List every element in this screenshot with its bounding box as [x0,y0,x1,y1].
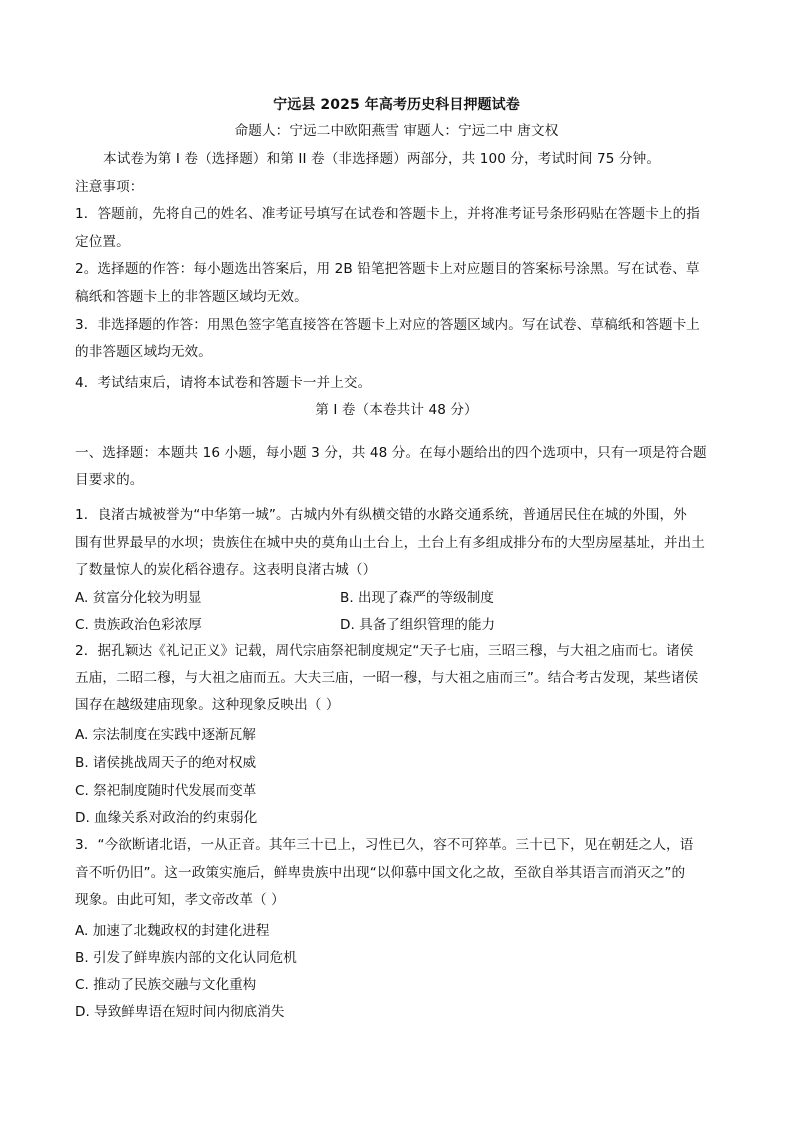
note-1-line-2: 定位置。 [75,234,130,250]
q3-option-b: B. 引发了鲜卑族内部的文化认同危机 [75,950,297,966]
note-4: 4．考试结束后，请将本试卷和答题卡一并上交。 [75,375,372,391]
exam-intro: 本试卷为第 I 卷（选择题）和第 II 卷（非选择题）两部分，共 100 分，考试时间 75 分钟。 [103,151,661,167]
q2-option-d: D. 血缘关系对政治的约束弱化 [75,810,258,826]
q3-stem-line-1: 3．“今欲断诸北语，一从正音。其年三十已上，习性已久，容不可猝革。三十已下，见在朝廷之人，语 [75,837,694,853]
q3-stem-line-3: 现象。由此可知，孝文帝改革（ ） [75,892,285,908]
q2-stem-line-3: 国存在越级建庙现象。这种现象反映出（ ） [75,697,340,713]
q3-option-d: D. 导致鲜卑语在短时间内彻底消失 [75,1004,285,1020]
exam-title: 宁远县 2025 年高考历史科目押题试卷 [273,97,520,113]
q3-option-c: C. 推动了民族交融与文化重构 [75,977,257,993]
notes-heading: 注意事项： [75,179,144,195]
section-title: 第 I 卷（本卷共计 48 分） [315,402,478,418]
note-3-line-2: 的非答题区域均无效。 [75,344,212,360]
q1-option-d: D. 具备了组织管理的能力 [340,617,496,633]
q2-stem-line-2: 五庙，二昭二穆，与大祖之庙而五。大夫三庙，一昭一穆，与大祖之庙而三”。结合考古发现，某些诸侯 [75,670,699,686]
q1-option-a: A. 贫富分化较为明显 [75,590,202,606]
note-2-line-1: 2。选择题的作答：每小题选出答案后，用 2B 铅笔把答题卡上对应题目的答案标号涂黑。写在试卷、草 [75,261,700,277]
q2-option-a: A. 宗法制度在实践中逐渐瓦解 [75,727,256,743]
note-1-line-1: 1．答题前，先将自己的姓名、准考证号填写在试卷和答题卡上，并将准考证号条形码贴在答题卡上的指 [75,206,700,222]
q2-stem-line-1: 2．据孔颖达《礼记正义》记载，周代宗庙祭祀制度规定“天子七庙，三昭三穆，与大祖之庙而七。诸侯 [75,643,694,659]
q1-option-b: B. 出现了森严的等级制度 [340,590,494,606]
exam-authors: 命题人：宁远二中欧阳燕雪 审题人：宁远二中 唐文权 [234,123,559,139]
q1-option-c: C. 贵族政治色彩浓厚 [75,617,202,633]
q2-option-c: C. 祭祀制度随时代发展而变革 [75,783,257,799]
q1-stem-line-3: 了数量惊人的炭化稻谷遗存。这表明良渚古城（） [75,562,377,578]
note-2-line-2: 稿纸和答题卡上的非答题区域均无效。 [75,289,308,305]
q3-stem-line-2: 音不听仍旧”。这一政策实施后，鲜卑贵族中出现“以仰慕中国文化之故，至欲自举其语言而消灭之”的 [75,865,686,881]
note-3-line-1: 3．非选择题的作答：用黑色签字笔直接答在答题卡上对应的答题区域内。写在试卷、草稿纸和答题卡上 [75,317,700,333]
section-instructions-line-2: 目要求的。 [75,472,144,488]
q3-option-a: A. 加速了北魏政权的封建化进程 [75,923,270,939]
q1-stem-line-2: 围有世界最早的水坝；贵族住在城中央的莫角山土台上，土台上有多组成排分布的大型房屋基址，并出土 [75,535,705,551]
section-instructions-line-1: 一、选择题：本题共 16 小题，每小题 3 分，共 48 分。在每小题给出的四个选项中，只有一项是符合题 [75,445,707,461]
q1-stem-line-1: 1．良渚古城被誉为“中华第一城”。古城内外有纵横交错的水路交通系统，普通居民住在城的外围，外 [75,507,687,523]
q2-option-b: B. 诸侯挑战周天子的绝对权威 [75,755,257,771]
